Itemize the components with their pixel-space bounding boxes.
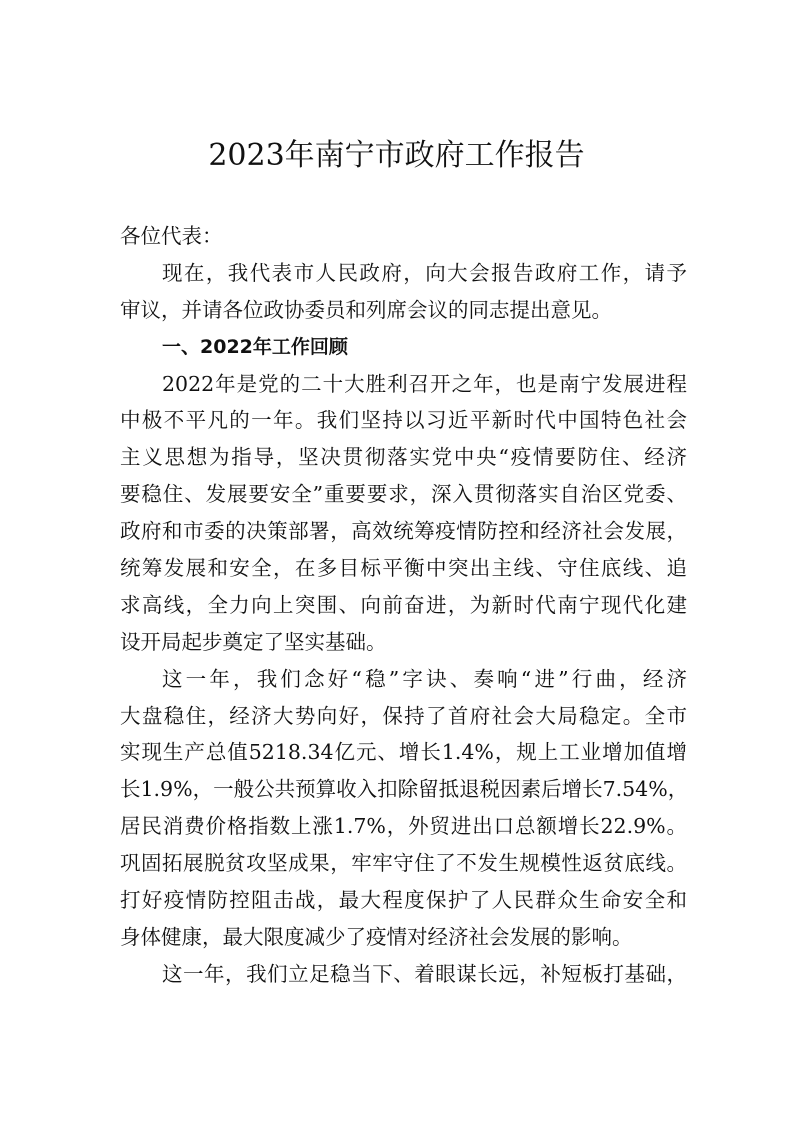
text-line: 长1.9%，一般公共预算收入扣除留抵退税因素后增长7.54%， xyxy=(120,777,689,802)
document-title: 2023年南宁市政府工作报告 xyxy=(208,138,585,173)
text-line: 巩固拓展脱贫攻坚成果，牢牢守住了不发生规模性返贫底线。 xyxy=(120,851,687,876)
text-line: 政府和市委的决策部署，高效统筹疫情防控和经济社会发展， xyxy=(120,519,687,544)
section-heading: 一、2022年工作回顾 xyxy=(162,335,348,358)
text-line: 大盘稳住，经济大势向好，保持了首府社会大局稳定。全市 xyxy=(120,703,687,728)
text-line: 中极不平凡的一年。我们坚持以习近平新时代中国特色社会 xyxy=(120,408,687,433)
text-line: 打好疫情防控阻击战，最大程度保护了人民群众生命安全和 xyxy=(120,888,687,913)
text-line: 主义思想为指导，坚决贯彻落实党中央“疫情要防住、经济 xyxy=(120,445,687,470)
text-line: 这一年，我们念好“稳”字诀、奏响“进”行曲，经济 xyxy=(162,666,687,691)
text-line: 设开局起步奠定了坚实基础。 xyxy=(120,629,387,654)
paragraph-lines xyxy=(120,255,687,993)
text-line: 身体健康，最大限度减少了疫情对经济社会发展的影响。 xyxy=(120,924,633,949)
text-line: 统筹发展和安全，在多目标平衡中突出主线、守住底线、追 xyxy=(120,556,687,581)
text-line: 现在，我代表市人民政府，向大会报告政府工作，请予 xyxy=(162,260,687,285)
salutation: 各位代表： xyxy=(120,224,223,248)
text-line: 这一年，我们立足稳当下、着眼谋长远，补短板打基础， xyxy=(162,961,687,986)
text-line: 求高线，全力向上突围、向前奋进，为新时代南宁现代化建 xyxy=(120,592,687,617)
document-body xyxy=(120,218,687,993)
text-line: 实现生产总值5218.34亿元、增长1.4%，规上工业增加值增 xyxy=(120,740,687,765)
text-line: 居民消费价格指数上涨1.7%，外贸进出口总额增长22.9%。 xyxy=(120,814,687,839)
text-line: 审议，并请各位政协委员和列席会议的同志提出意见。 xyxy=(120,297,612,322)
text-line: 要稳住、发展要安全”重要要求，深入贯彻落实自治区党委、 xyxy=(120,482,687,507)
text-line: 2022年是党的二十大胜利召开之年，也是南宁发展进程 xyxy=(162,371,687,396)
